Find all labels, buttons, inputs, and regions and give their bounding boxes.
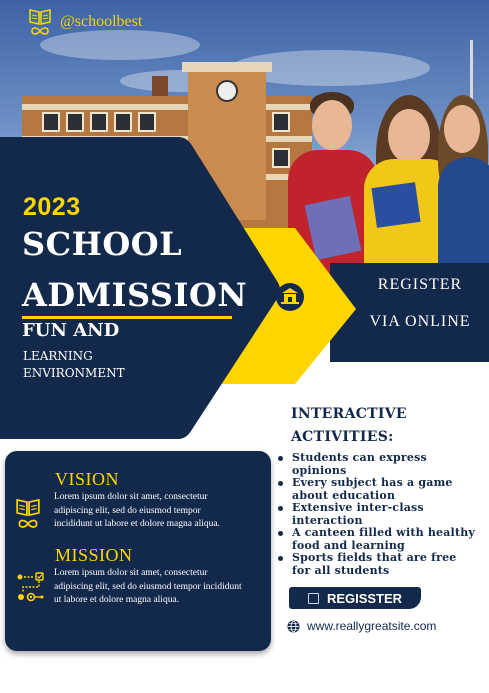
- bullet-icon: [278, 481, 283, 486]
- vision-mission-panel: [5, 451, 271, 651]
- book-infinity-icon: [28, 8, 52, 36]
- website-link[interactable]: [287, 619, 436, 633]
- page-title-line2: ADMISSION: [22, 276, 248, 314]
- activities-title: [291, 403, 407, 449]
- mission-text: Lorem ipsum dolor sit amet, consectetur adipiscing elit, sed do eiusmod tempor incididunt ut labore et dolore magna aliqua.: [54, 568, 242, 605]
- list-item-text: Sports fields that are free for all students: [292, 551, 457, 577]
- activities-title-line1: INTERACTIVE: [291, 406, 407, 422]
- brand-handle: @schoolbest: [60, 13, 143, 30]
- checkbox-icon: [308, 593, 319, 604]
- list-item: [276, 477, 476, 502]
- website-url: www.reallygreatsite.com: [307, 619, 437, 633]
- vision-text: Lorem ipsum dolor sit amet, consectetur adipiscing elit, sed do eiusmod tempor incididunt ut labore et dolore magna aliqua.: [54, 492, 220, 529]
- brand: [28, 8, 142, 36]
- list-item: [276, 502, 476, 527]
- list-item-text: Students can express opinions: [292, 451, 427, 477]
- list-item-text: Extensive inter-class interaction: [292, 501, 424, 527]
- bullet-icon: [278, 456, 283, 461]
- list-item-text: A canteen filled with healthy food and learning: [292, 526, 476, 552]
- bullet-icon: [278, 506, 283, 511]
- page-title-line1: SCHOOL: [22, 225, 183, 263]
- list-item: [276, 527, 476, 552]
- subtitle: FUN AND: [22, 320, 120, 341]
- list-item: [276, 552, 476, 577]
- via-online-label: VIA ONLINE: [369, 313, 471, 330]
- vision-heading: VISION: [55, 469, 119, 489]
- admission-year: 2023: [23, 193, 81, 221]
- book-infinity-icon: [15, 497, 41, 531]
- register-button-label: REGISSTER: [326, 590, 403, 606]
- mission-heading: MISSION: [55, 545, 133, 565]
- register-label: REGISTER: [377, 276, 463, 293]
- register-button[interactable]: [289, 587, 421, 609]
- tagline: LEARNING ENVIRONMENT: [23, 349, 125, 380]
- title-underline: [22, 316, 232, 319]
- activities-list: [276, 452, 476, 577]
- list-item-text: Every subject has a game about education: [292, 476, 453, 502]
- workflow-icon: [15, 571, 45, 603]
- globe-icon: [287, 620, 300, 633]
- activities-title-line2: ACTIVITIES:: [291, 429, 394, 445]
- bullet-icon: [278, 556, 283, 561]
- bullet-icon: [278, 531, 283, 536]
- school-building-icon: [274, 281, 306, 313]
- list-item: [276, 452, 476, 477]
